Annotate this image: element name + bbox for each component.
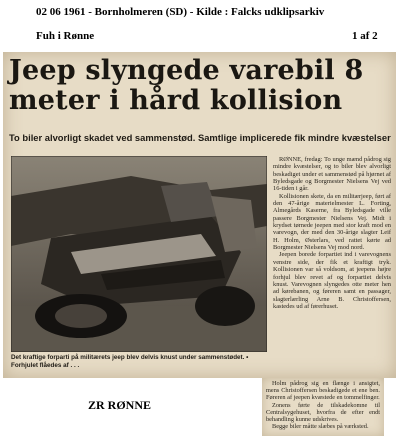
- jeep-wreck-illustration: [11, 156, 267, 352]
- article-paragraph: Zonens førte de tilskadekomne til Centralsygehuset, hvorfra de efter endt behandling kunne udskrives.: [266, 401, 380, 424]
- newspaper-clipping: [3, 52, 396, 378]
- article-paragraph: Jeepen borede forpartiet ind i varevognens venstre side, der fik et kraftigt tryk. Kollisionen var så voldsom, at jeepens højre forhjul blev revet af og forpartiet delvis knust. Varevognen slyngedes otte meter hen ad kørebanen, og føreren samt en passager, slagterlærling Arne B. Christoffersen, kastedes ud af førerhuset.: [273, 251, 391, 310]
- footer-label: ZR RØNNE: [88, 398, 152, 412]
- article-paragraph: Begge biler måtte slæbes på værksted.: [272, 423, 369, 431]
- article-body: [273, 156, 391, 376]
- article-headline: Jeep slyngede varebil 8 meter i hård kollision: [9, 55, 364, 116]
- accident-photo: [11, 156, 267, 352]
- page-indicator: 1 af 2: [352, 30, 378, 42]
- article-subheadline: To biler alvorligt skadet ved sammenstød. Samtlige implicerede fik mindre kvæstelser: [9, 132, 391, 143]
- article-paragraph: RØNNE, fredag: To unge mænd pådrog sig mindre kvæstelser, og to biler blev alvorligt beskadiget under et sammenstød på hjørnet af Byledsgade og Borgmester Nielsens Vej ved 16-tiden i går.: [273, 156, 391, 193]
- archive-source-line: 02 06 1961 - Bornholmeren (SD) - Kilde : Falcks udklipsarkiv: [36, 6, 325, 18]
- article-continuation: [262, 378, 384, 436]
- archive-location: Fuh i Rønne: [36, 30, 95, 42]
- article-paragraph: Kollisionen skete, da en militærjeep, ført af den 47-årige materielmester L. Forting, Almegårds Kaserne, fra Byledsgade ville passere Borgmester Nielsens Vej. Midt i krydset tørnede jeepen med stor kraft mod en varevogn, der med den 30-årige slagter Leif H. Holm, Østerlars, ved rattet kørte ad Borgmester Nielsens Vej mod nord.: [273, 192, 391, 252]
- article-paragraph: Holm pådrog sig en flænge i ansigtet, mens Christoffersen beskadigede et ene ben. Føreren af jeepen kvæstede en tommelfinger.: [266, 380, 380, 402]
- photo-caption: Det kraftige forparti på militærets jeep blev delvis knust under sammenstødet. • Forhjulet flåedes af . . .: [11, 354, 249, 370]
